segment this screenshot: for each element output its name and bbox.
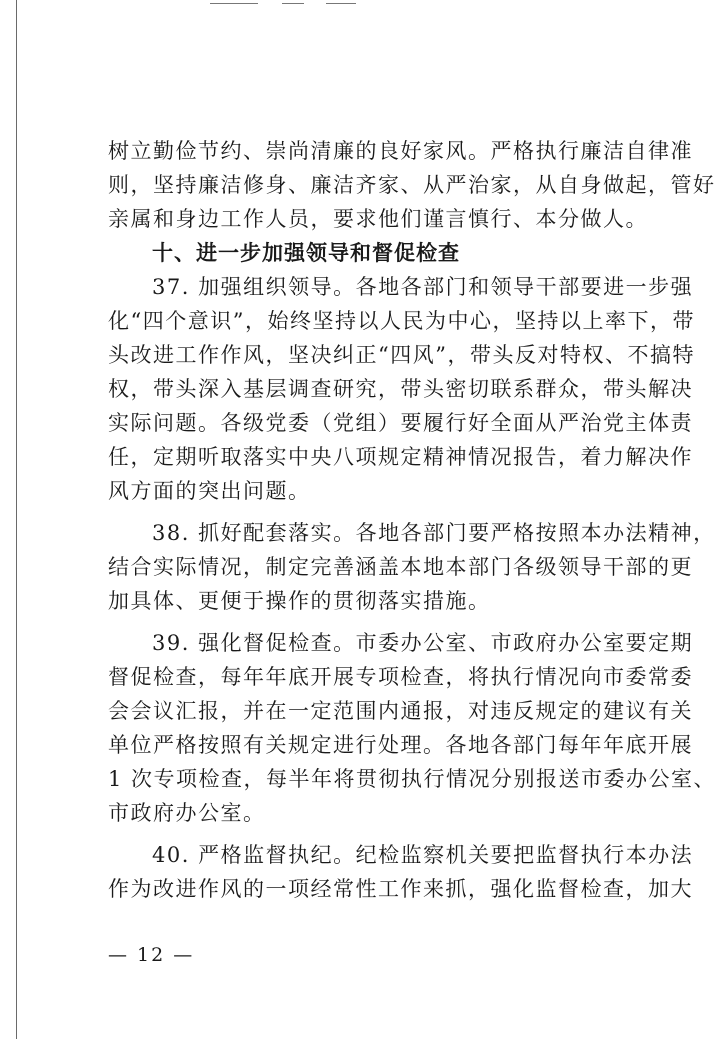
text-line: 市政府办公室。 (108, 801, 266, 825)
text-line: 37. 加强组织领导。各地各部门和领导干部要进一步强 (152, 275, 694, 299)
text-line: 1 次专项检查，每半年将贯彻执行情况分别报送市委办公室、 (108, 767, 717, 791)
document-page (108, 134, 717, 906)
text-line: 督促检查，每年年底开展专项检查，将执行情况向市委常委 (108, 665, 693, 689)
text-line: 会会议汇报，并在一定范围内通报，对违反规定的建议有关 (108, 699, 693, 723)
text-line: 任，定期听取落实中央八项规定精神情况报告，着力解决作 (108, 445, 693, 469)
text-line: 风方面的突出问题。 (108, 479, 311, 503)
text-line: 亲属和身边工作人员，要求他们谨言慎行、本分做人。 (108, 207, 648, 231)
text-line: 实际问题。各级党委（党组）要履行好全面从严治党主体责 (108, 411, 693, 435)
page-number: — 12 — (108, 944, 195, 966)
scan-top-mark (282, 3, 304, 4)
text-line: 权，带头深入基层调查研究，带头密切联系群众，带头解决 (108, 377, 693, 401)
text-line: 结合实际情况，制定完善涵盖本地本部门各级领导干部的更 (108, 555, 693, 579)
text-line: 39. 强化督促检查。市委办公室、市政府办公室要定期 (152, 631, 694, 655)
text-line: 则，坚持廉洁修身、廉洁齐家、从严治家，从自身做起，管好 (108, 173, 716, 197)
paragraph-38 (108, 516, 716, 618)
text-line: 加具体、更便于操作的贯彻落实措施。 (108, 589, 491, 613)
text-line: 40. 严格监督执纪。纪检监察机关要把监督执行本办法 (152, 843, 694, 867)
continuation-paragraph (108, 134, 716, 236)
paragraph-40 (108, 838, 694, 906)
scan-top-mark (326, 3, 356, 4)
text-line: 单位严格按照有关规定进行处理。各地各部门每年年底开展 (108, 733, 693, 757)
paragraph-39 (108, 626, 717, 830)
section-heading: 十、进一步加强领导和督促检查 (152, 241, 460, 265)
scan-top-mark (210, 3, 258, 4)
text-line: 树立勤俭节约、崇尚清廉的良好家风。严格执行廉洁自律准 (108, 139, 693, 163)
text-line: 作为改进作风的一项经常性工作来抓，强化监督检查，加大 (108, 877, 693, 901)
text-line: 38. 抓好配套落实。各地各部门要严格按照本办法精神， (152, 521, 716, 545)
text-line: 化“四个意识”，始终坚持以人民为中心，坚持以上率下，带 (108, 309, 695, 333)
paragraph-37 (108, 270, 695, 508)
scan-edge-line (16, 0, 17, 1039)
text-line: 头改进工作作风，坚决纠正“四风”，带头反对特权、不搞特 (108, 343, 695, 367)
